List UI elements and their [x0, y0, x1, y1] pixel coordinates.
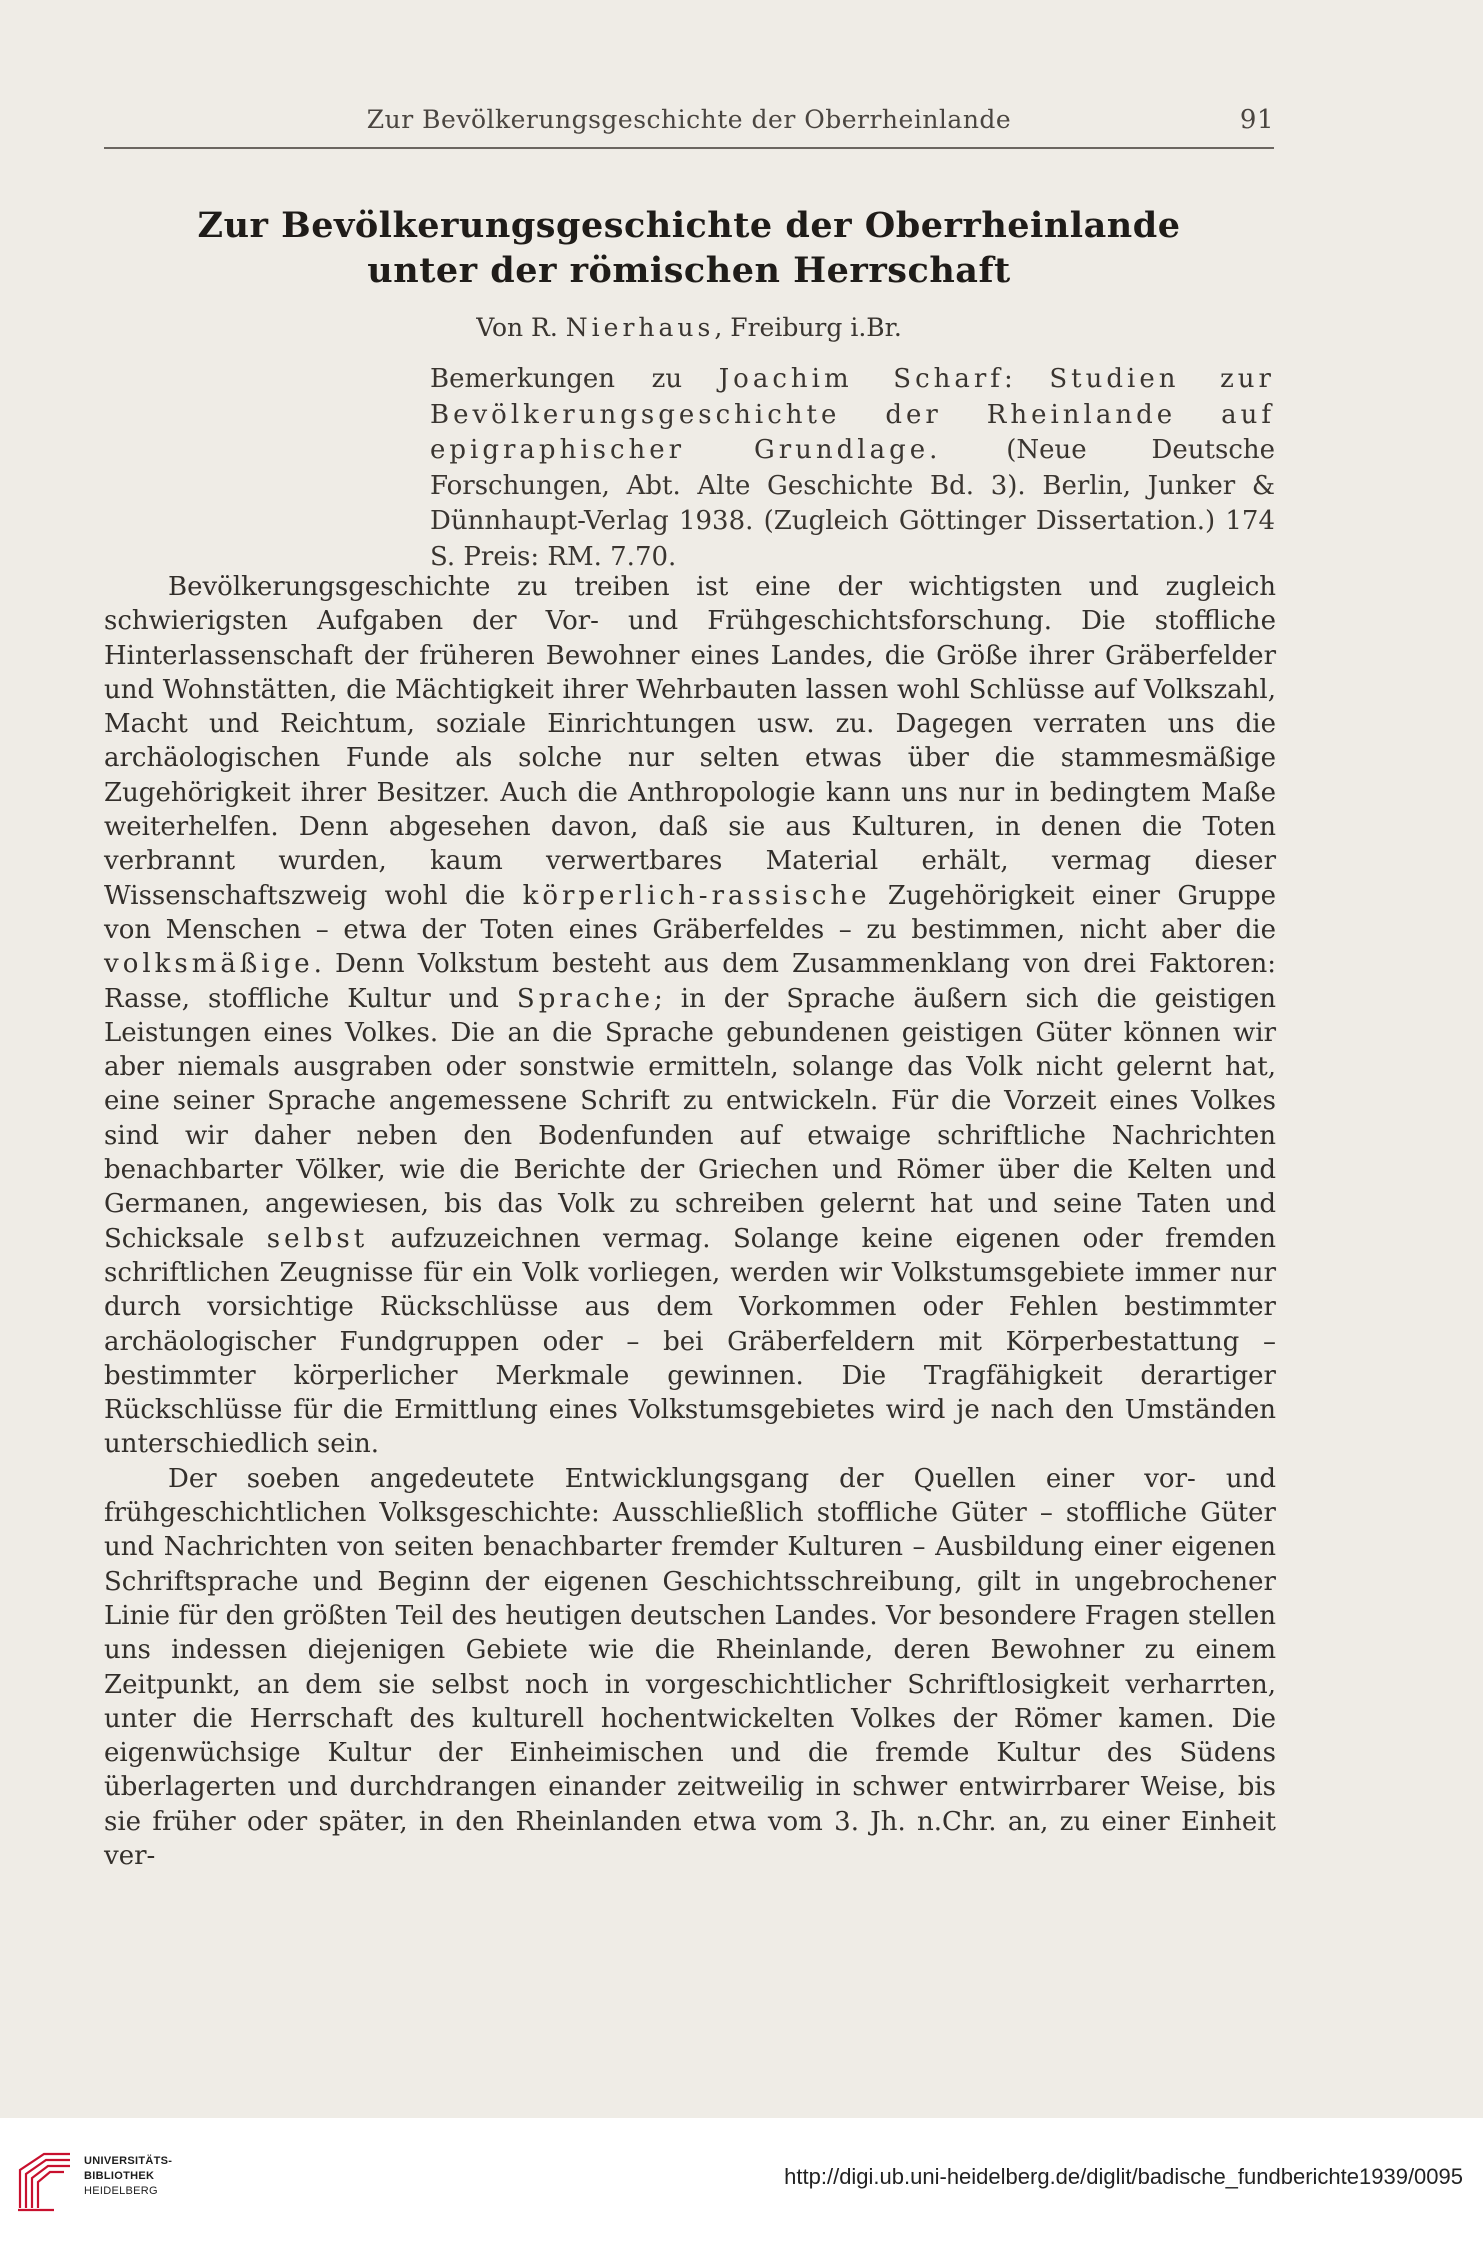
p1-text-a: Bevölkerungsgeschichte zu treiben ist eine der wichtigsten und zugleich schwierigsten Aufgaben der Vor- und Frühgeschichtsforschung. Die stoffliche Hinterlassenschaft der früheren Bewohner eines Landes, die Größe ihrer Gräberfelder und Wohnstätten, die Mächtigkeit ihrer Wehrbauten lassen wohl Schlüsse auf Volkszahl, Macht und Reichtum, soziale Einrichtungen usw. zu. Dagegen verraten uns die archäologischen Funde als solche nur selten etwas über die stammesmäßige Zugehörigkeit ihrer Besitzer. Auch die Anthropologie kann uns nur in bedingtem Maße weiterhelfen. Denn abgesehen davon, daß sie aus Kulturen, in denen die Toten verbrannt wurden, kaum verwertbares Material erhält, vermag dieser Wissenschaftszweig wohl die — [104, 572, 1276, 911]
p1-emphasis-3: Sprache — [516, 983, 654, 1014]
byline-author: Nierhaus — [565, 313, 715, 342]
running-head-title: Zur Bevölkerungsgeschichte der Oberrheinlande — [366, 105, 1012, 134]
library-name — [84, 2154, 172, 2199]
article-title-line-2: unter der römischen Herrschaft — [367, 250, 1011, 291]
p1-text-d: ; in der Sprache äußern sich die geistigen Leistungen eines Volkes. Die an die Sprache gebundenen geistigen Güter können wir aber niemals ausgraben oder sonstwie ermitteln, solange das Volk nicht gelernt hat, eine seiner Sprache angemessene Schrift zu entwickeln. Für die Vorzeit eines Volkes sind wir daher neben den Bodenfunden auf etwaige schriftliche Nachrichten benachbarter Völker, wie die Berichte der Griechen und Römer über die Kelten und Germanen, angewiesen, bis das Volk zu schreiben gelernt hat und seine Taten und Schicksale — [104, 983, 1277, 1254]
paragraph-2: Der soeben angedeutete Entwicklungsgang der Quellen einer vor- und frühgeschichtlichen Volksgeschichte: Ausschließlich stoffliche Güter – stoffliche Güter und Nachrichten von seiten benachbarter fremder Kulturen – Ausbildung einer eigenen Schriftsprache und Beginn der eigenen Geschichtsschreibung, gilt in ungebrochener Linie für den größten Teil des heutigen deutschen Landes. Vor besondere Fragen stellen uns indessen diejenigen Gebiete wie die Rheinlande, deren Bewohner zu einem Zeitpunkt, an dem sie selbst noch in vorgeschichtlicher Schriftlosigkeit verharrten, unter die Herrschaft des kulturell hochentwickelten Volkes der Römer kamen. Die eigenwüchsige Kultur der Einheimischen und die fremde Kultur des Südens überlagerten und durchdrangen einander zeitweilig in schwer entwirrbarer Weise, bis sie früher oder später, in den Rheinlanden etwa vom 3. Jh. n.Chr. an, zu einer Einheit ver- — [104, 1463, 1276, 1871]
p1-text-c: . Denn Volkstum besteht aus dem Zusammenklang von drei Faktoren: Rasse, stoffliche Kultur und — [104, 949, 1276, 1014]
library-name-line-2: BIBLIOTHEK — [84, 2170, 155, 2182]
bib-details: (Neue Deutsche Forschungen, Abt. Alte Geschichte Bd. 3). Berlin, Junker & Dünnhaupt-Verlag 1938. (Zugleich Göttinger Dissertation.) 174 S. Preis: RM. 7.70. — [430, 435, 1276, 572]
digitization-footer — [0, 2118, 1483, 2245]
ub-heidelberg-logo-icon — [14, 2148, 76, 2214]
source-url-link[interactable]: http://digi.ub.uni-heidelberg.de/diglit/badische_fundberichte1939/0095 — [784, 2164, 1463, 2189]
library-name-line-3: HEIDELBERG — [84, 2185, 158, 2197]
bib-colon: : — [1003, 364, 1050, 394]
paragraph-1 — [104, 570, 1276, 1462]
byline — [104, 313, 1274, 342]
bibliographic-note — [430, 362, 1275, 575]
p1-emphasis-2: volksmäßige — [104, 949, 314, 980]
bib-author: Joachim Scharf — [718, 364, 1004, 394]
page-number: 91 — [1239, 105, 1274, 135]
library-name-line-1: UNIVERSITÄTS- — [84, 2155, 173, 2167]
body-text — [104, 570, 1276, 1873]
p1-text-b: Zugehörigkeit einer Gruppe von Menschen – etwa der Toten eines Gräberfeldes – zu bestimmen, nicht aber die — [104, 880, 1276, 945]
p1-text-e: aufzuzeichnen vermag. Solange keine eigenen oder fremden schriftlichen Zeugnisse für ein Volk vorliegen, werden wir Volkstumsgebiete immer nur durch vorsichtige Rückschlüsse aus dem Vorkommen oder Fehlen bestimmter archäologischer Fundgruppen oder – bei Gräberfeldern mit Körperbestattung – bestimmter körperlicher Merkmale gewinnen. Die Tragfähigkeit derartiger Rückschlüsse für die Ermittlung eines Volkstumsgebietes wird je nach den Umständen unterschiedlich sein. — [104, 1223, 1276, 1460]
running-head — [104, 103, 1274, 149]
p1-emphasis-4: selbst — [266, 1223, 369, 1254]
p1-emphasis-1: körperlich-rassische — [522, 880, 871, 911]
article-title-line-1: Zur Bevölkerungsgeschichte der Oberrheinlande — [197, 205, 1181, 246]
byline-suffix: , Freiburg i.Br. — [714, 313, 902, 342]
byline-prefix: Von R. — [476, 313, 566, 342]
bib-book-title: Studien zur Bevölkerungsgeschichte der Rheinlande auf epigraphischer Grundlage. — [430, 364, 1275, 465]
bib-intro: Bemerkungen zu — [430, 364, 719, 394]
